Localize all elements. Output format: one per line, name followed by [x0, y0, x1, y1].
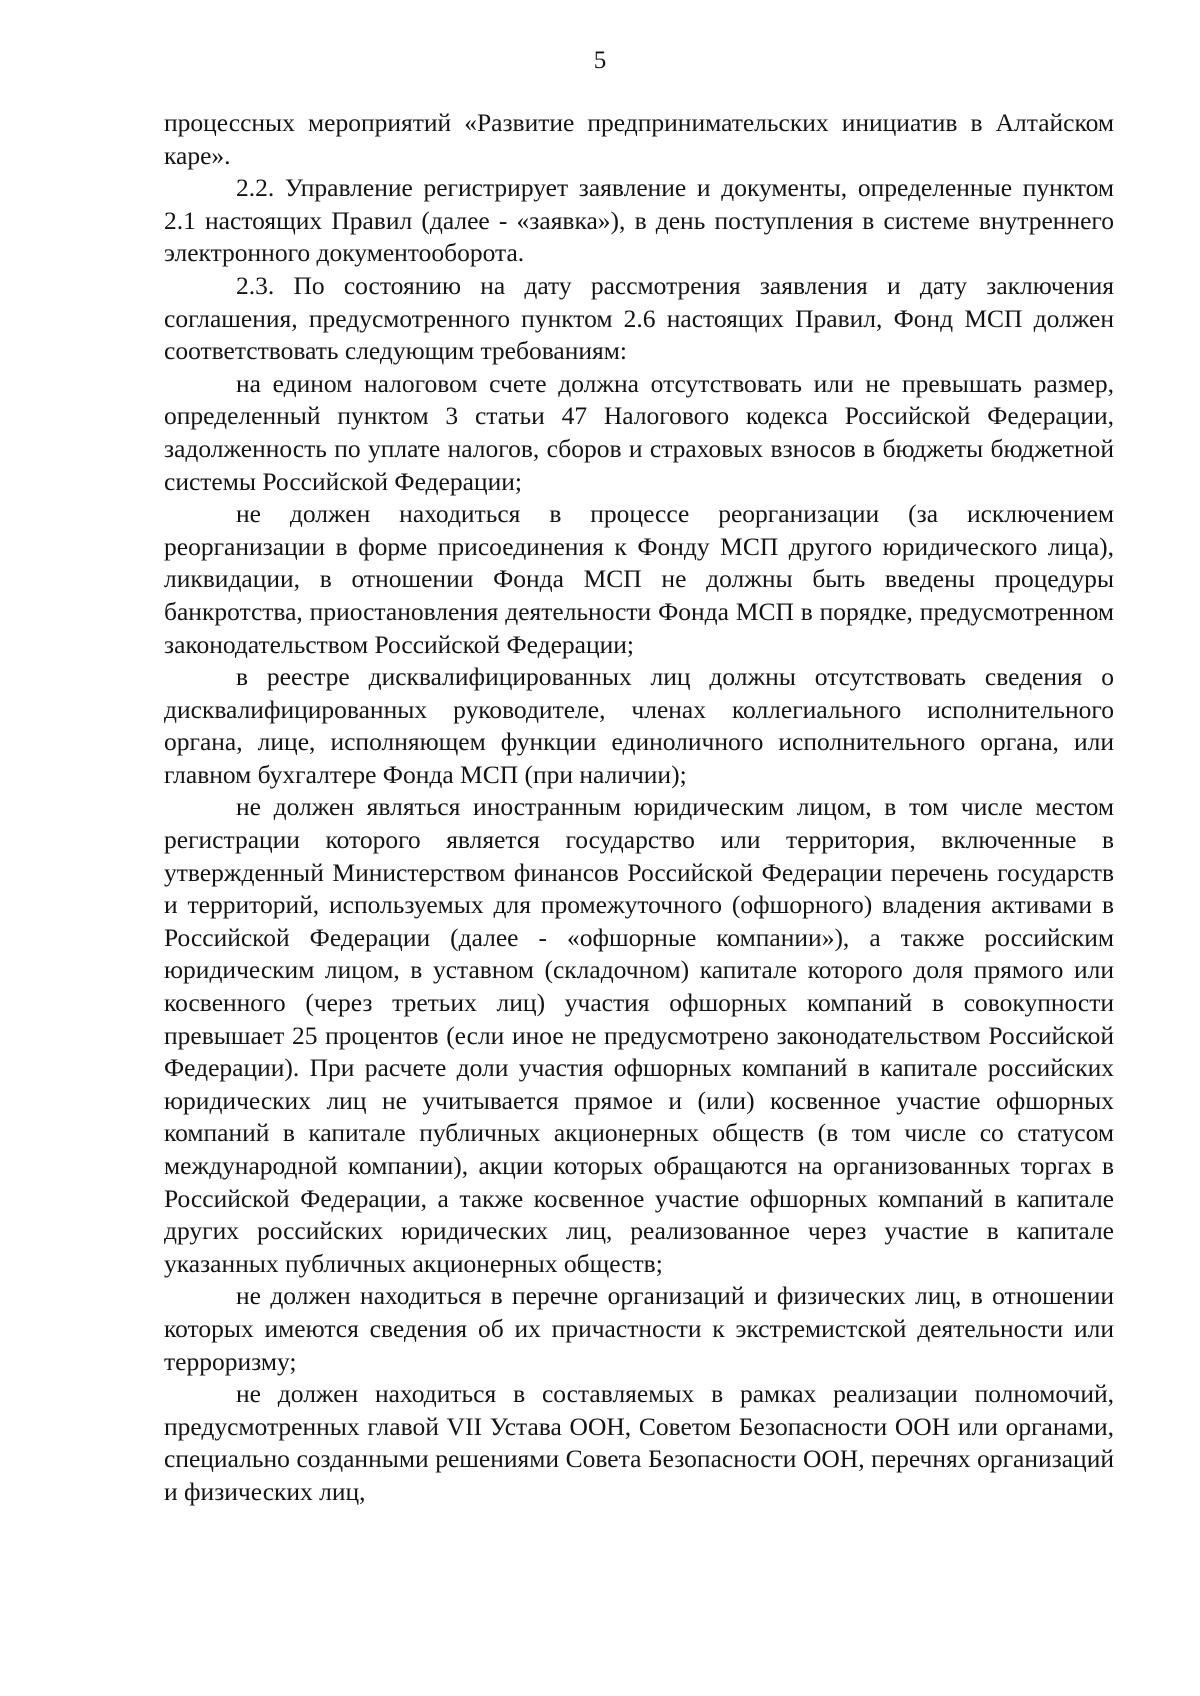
requirement-extremism-list: не должен находиться в перечне организаций и физических лиц, в отношении которых имеются сведения об их причастности к экстремистской деятельности или терроризму; [164, 1281, 1114, 1376]
requirement-un-sanctions: не должен находиться в составляемых в рамках реализации полномочий, предусмотренных главой VII Устава ООН, Советом Безопасности ООН или органами, специально созданными решениями Совета Безопасности ООН, перечнях организаций и физических лиц, [164, 1379, 1114, 1506]
requirement-tax-debt: на едином налоговом счете должна отсутствовать или не превышать размер, определенный пунктом 3 статьи 47 Налогового кодекса Российской Федерации, задолженность по уплате налогов, сборов и страховых взносов в бюджеты бюджетной системы Российской Федерации; [164, 368, 1114, 496]
requirement-reorganization: не должен находиться в процессе реорганизации (за исключением реорганизации в форме присоединения к Фонду МСП другого юридического лица), ликвидации, в отношении Фонда МСП не должны быть введены процедуры банкротства, приостановления деятельности Фонда МСП в порядке, предусмотренном законодательством Российской Федерации; [164, 499, 1114, 659]
paragraph-2-3: 2.3. По состоянию на дату рассмотрения заявления и дату заключения соглашения, предусмотренного пунктом 2.6 настоящих Правил, Фонд МСП должен соответствовать следующим требованиям: [164, 270, 1114, 366]
paragraph-1: процессных мероприятий «Развитие предпринимательских инициатив в Алтайском каре». [164, 108, 1114, 170]
body-text [164, 107, 1114, 1509]
paragraph-2-2: 2.2. Управление регистрирует заявление и документы, определенные пунктом 2.1 настоящих Правил (далее - «заявка»), в день поступления в системе внутреннего электронного документооборота. [164, 173, 1114, 268]
requirement-disqualified-persons: в реестре дисквалифицированных лиц должны отсутствовать сведения о дисквалифицированных руководителе, членах коллегиального исполнительного органа, лице, исполняющем функции единоличного исполнительного органа, или главном бухгалтере Фонда МСП (при наличии); [164, 662, 1114, 789]
page-number: 5 [593, 47, 607, 74]
requirement-offshore: не должен являться иностранным юридическим лицом, в том числе местом регистрации которого является государство или территория, включенные в утвержденный Министерством финансов Российской Федерации перечень государств и территорий, используемых для промежуточного (офшорного) владения активами в Российской Федерации (далее - «офшорные компании»), а также российским юридическим лицом, в уставном (складочном) капитале которого доля прямого или косвенного (через третьих лиц) участия офшорных компаний в совокупности превышает 25 процентов (если иное не предусмотрено законодательством Российской Федерации). При расчете доли участия офшорных компаний в капитале российских юридических лиц не учитывается прямое и (или) косвенное участие офшорных компаний в капитале публичных акционерных обществ (в том числе со статусом международной компании), акции которых обращаются на организованных торгах в Российской Федерации, а также косвенное участие офшорных компаний в капитале других российских юридических лиц, реализованное через участие в капитале указанных публичных акционерных обществ; [164, 792, 1114, 1278]
